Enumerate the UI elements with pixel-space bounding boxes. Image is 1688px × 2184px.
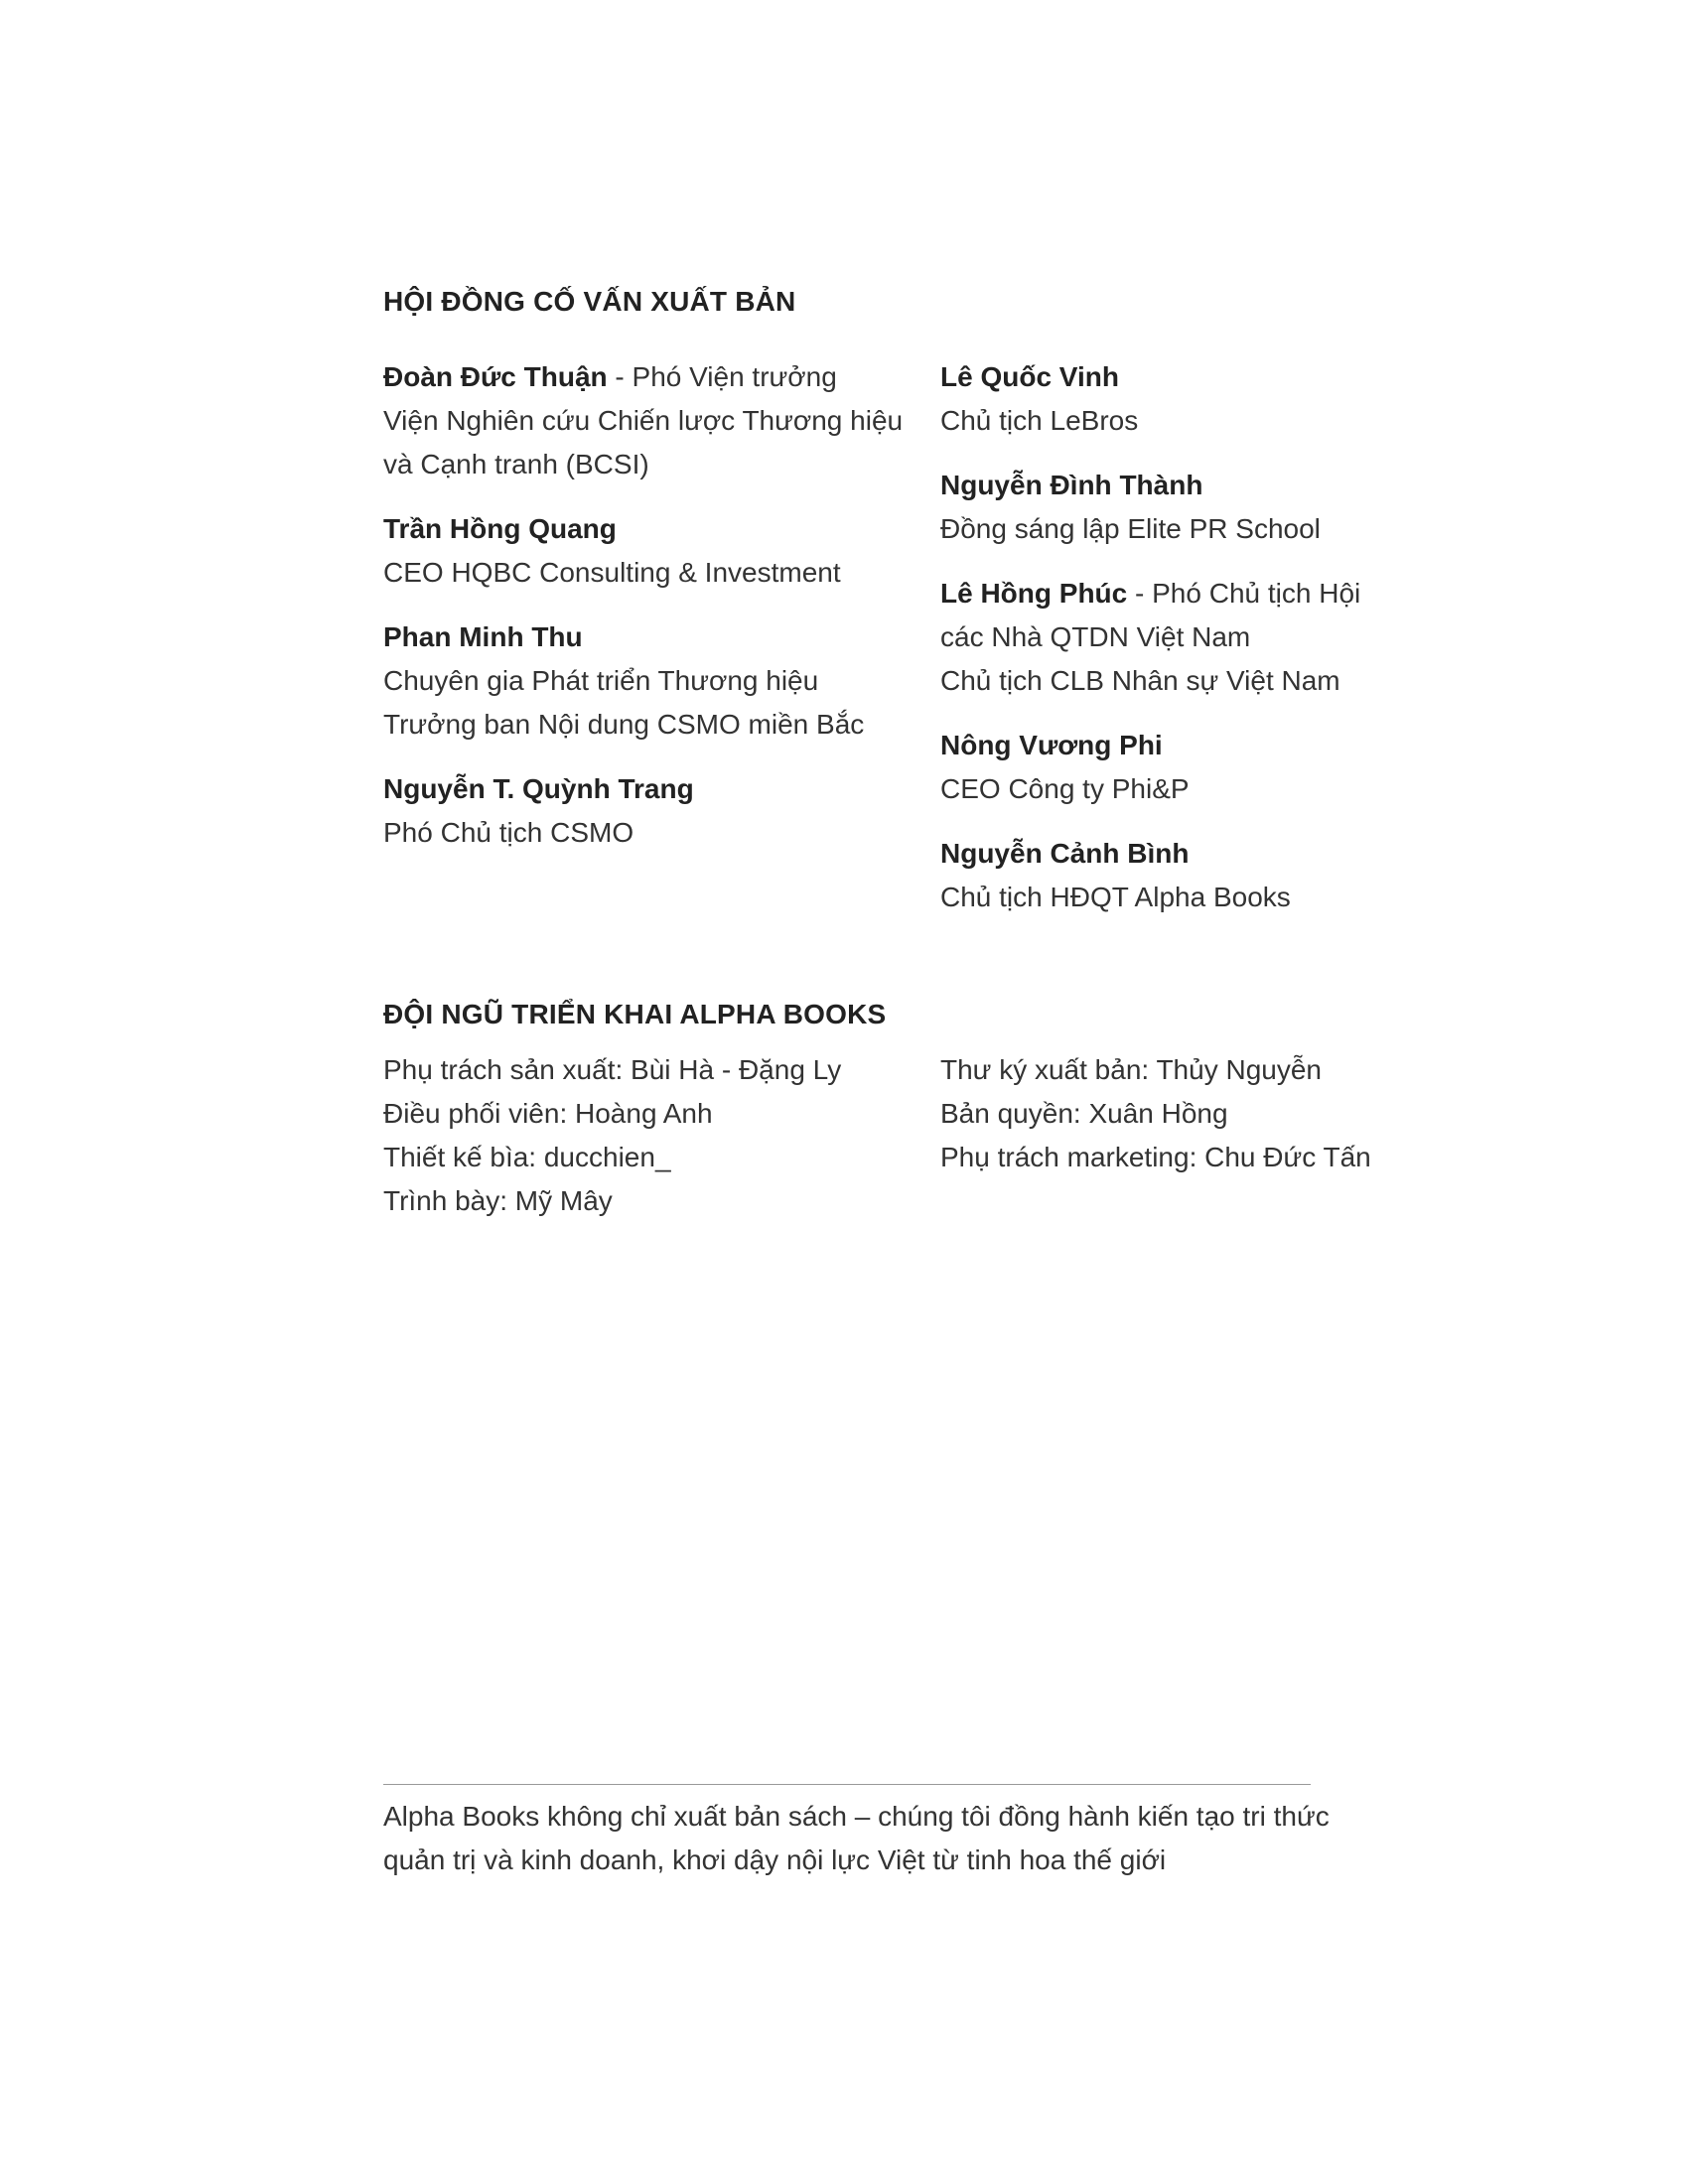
member-role-line: Chủ tịch LeBros <box>940 405 1139 436</box>
member-role-line: Chủ tịch CLB Nhân sự Việt Nam <box>940 665 1340 696</box>
team-right-column <box>940 1048 1407 1179</box>
member-role-line: Đồng sáng lập Elite PR School <box>940 513 1321 544</box>
member-role-line: CEO HQBC Consulting & Investment <box>383 557 841 588</box>
team-credit: Thiết kế bìa: ducchien_ <box>383 1142 671 1172</box>
member-role-inline: Phó Chủ tịch Hội <box>1152 578 1361 609</box>
member-role-line: các Nhà QTDN Việt Nam <box>940 621 1251 652</box>
team-credit: Thư ký xuất bản: Thủy Nguyễn <box>940 1054 1322 1085</box>
council-member <box>383 355 919 486</box>
team-left-column <box>383 1048 919 1223</box>
council-left-column <box>383 355 919 876</box>
team-credit: Bản quyền: Xuân Hồng <box>940 1098 1228 1129</box>
member-role-line: Phó Chủ tịch CSMO <box>383 817 634 848</box>
member-separator: - <box>607 361 633 392</box>
footer-tagline <box>383 1795 1336 1882</box>
council-member <box>940 572 1407 703</box>
member-name: Nguyễn Cảnh Bình <box>940 838 1190 869</box>
team-heading: ĐỘI NGŨ TRIỂN KHAI ALPHA BOOKS <box>383 999 887 1029</box>
council-member <box>383 767 919 855</box>
member-name: Lê Quốc Vinh <box>940 361 1119 392</box>
tagline-line: quản trị và kinh doanh, khơi dậy nội lực Việt từ tinh hoa thế giới <box>383 1844 1167 1875</box>
council-member <box>940 355 1407 443</box>
member-role-line: Trưởng ban Nội dung CSMO miền Bắc <box>383 709 865 740</box>
council-heading: HỘI ĐỒNG CỐ VẤN XUẤT BẢN <box>383 286 796 317</box>
member-role-line: Chủ tịch HĐQT Alpha Books <box>940 882 1291 912</box>
team-credit: Phụ trách sản xuất: Bùi Hà - Đặng Ly <box>383 1054 842 1085</box>
member-name: Phan Minh Thu <box>383 621 583 652</box>
member-name: Nguyễn T. Quỳnh Trang <box>383 773 694 804</box>
council-member <box>940 724 1407 811</box>
team-credit: Phụ trách marketing: Chu Đức Tấn <box>940 1142 1371 1172</box>
member-name: Nông Vương Phi <box>940 730 1163 760</box>
member-name: Nguyễn Đình Thành <box>940 470 1203 500</box>
team-credit: Trình bày: Mỹ Mây <box>383 1185 613 1216</box>
council-member <box>383 507 919 595</box>
member-separator: - <box>1127 578 1153 609</box>
member-title-line <box>383 355 919 399</box>
council-right-column <box>940 355 1407 940</box>
member-role-line: Viện Nghiên cứu Chiến lược Thương hiệu <box>383 405 904 436</box>
member-name: Đoàn Đức Thuận <box>383 361 608 392</box>
council-member <box>383 615 919 747</box>
tagline-line: Alpha Books không chỉ xuất bản sách – chúng tôi đồng hành kiến tạo tri thức <box>383 1801 1330 1832</box>
team-credit: Điều phối viên: Hoàng Anh <box>383 1098 713 1129</box>
member-title-line <box>940 572 1407 615</box>
member-name: Lê Hồng Phúc <box>940 578 1128 609</box>
member-role-line: Chuyên gia Phát triển Thương hiệu <box>383 665 819 696</box>
member-role-inline: Phó Viện trưởng <box>632 361 837 392</box>
member-role-line: và Cạnh tranh (BCSI) <box>383 449 649 479</box>
member-name: Trần Hồng Quang <box>383 513 617 544</box>
council-member <box>940 464 1407 551</box>
footer-divider <box>383 1784 1311 1785</box>
council-member <box>940 832 1407 919</box>
member-role-line: CEO Công ty Phi&P <box>940 773 1190 804</box>
